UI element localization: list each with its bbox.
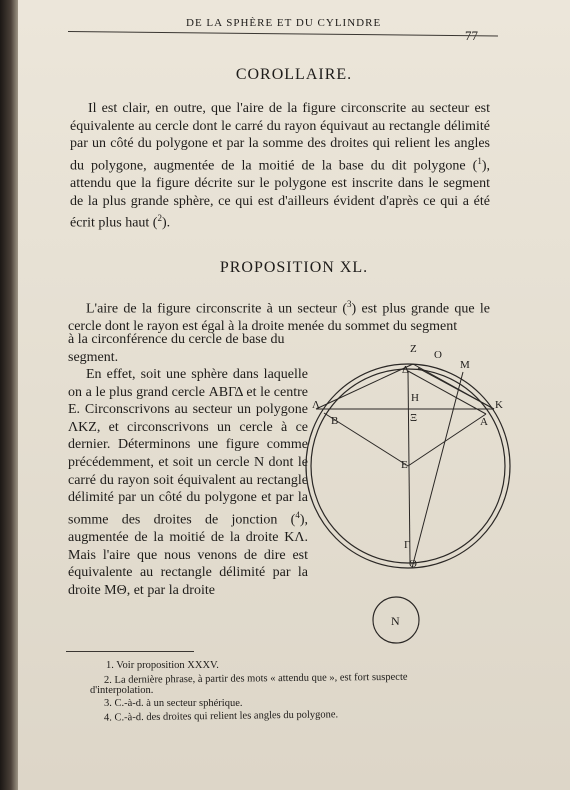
corollary-text-b: ), attendu que la figure décrite sur le polygone est inscrite dans le segment de la plus grande sphère, ce qui est d'ailleurs évident d'après ce qui a été écrit plus haut (	[70, 158, 490, 231]
label-alpha: Α	[480, 416, 488, 428]
proposition-intro	[68, 296, 490, 336]
footnote-3: 3. C.-à-d. à un secteur sphérique.	[104, 697, 243, 709]
page-number: 77	[465, 28, 478, 43]
footnote-2-continued: d'interpolation.	[90, 685, 154, 697]
circle-n-svg	[372, 596, 422, 646]
footnote-2: 2. La dernière phrase, à partir des mots « attendu que », est fort suspecte	[103, 671, 408, 686]
label-kappa: Κ	[495, 399, 503, 411]
label-lambda: Λ	[312, 399, 320, 411]
line-m-theta	[412, 372, 463, 568]
label-theta: Θ	[409, 558, 417, 570]
proposition-intro-b: ) est plus grande que le cercle dont le rayon est égal à la droite menée du sommet du segment	[68, 301, 490, 335]
radius-e-a	[408, 414, 486, 466]
label-xi: Ξ	[410, 412, 418, 424]
label-epsilon: Ε	[401, 459, 408, 471]
diameter-delta-gamma	[408, 371, 410, 562]
page-gutter-shadow	[0, 0, 18, 790]
proposition-title: PROPOSITION XL.	[219, 259, 369, 276]
label-delta: Δ	[402, 364, 410, 376]
book-page	[18, 0, 570, 790]
label-gamma: Γ	[404, 539, 411, 551]
side-lambda-z	[316, 364, 413, 409]
proposition-body	[68, 366, 308, 599]
label-nu: Ν	[391, 614, 400, 628]
chord-o-k	[418, 368, 494, 409]
label-mu: Μ	[460, 359, 470, 371]
label-beta: Β	[331, 415, 339, 427]
footnote-1: 1. Voir proposition XXXV.	[106, 660, 219, 671]
footnote-4: 4. C.-à-d. des droites qui relient les angles du polygone.	[103, 709, 339, 724]
proposition-intro-continued: à la circonférence du cercle de base du segment.	[68, 332, 285, 365]
label-zeta: Ζ	[410, 343, 417, 355]
circle-n-figure	[372, 596, 422, 646]
corollary-title: COROLLAIRE.	[235, 66, 353, 83]
footnote-ref: 3	[347, 299, 352, 309]
header-rule	[68, 31, 498, 37]
footnote-ref: 2	[157, 213, 162, 224]
running-head: DE LA SPHÈRE ET DU CYLINDRE	[186, 17, 382, 29]
footnote-ref: 4	[295, 509, 300, 520]
proposition-intro-a: L'aire de la figure circonscrite à un secteur (	[86, 301, 348, 317]
footnote-ref: 1	[477, 155, 482, 166]
footnotes	[68, 660, 508, 723]
label-eta: Η	[411, 392, 419, 404]
footnote-rule	[66, 651, 194, 652]
figure-svg	[298, 336, 528, 636]
corollary-text-a: Il est clair, en outre, que l'aire de la figure circonscrite au secteur est équivalente au cercle dont le carré du rayon équivaut au rectangle délimité par un côté du polygone et par la somme des droites qui relient les angles du polygone, augmentée de la moitié de la base du dit polygone (	[70, 101, 490, 174]
corollary-text-c: ).	[161, 215, 171, 231]
proposition-body-b: ), augmentée de la moitié de la droite ΚΛ. Mais l'aire que nous venons de dire est équivalente au rectangle délimité par la droite ΜΘ, et par la droite	[68, 512, 308, 598]
proposition-body-a: En effet, soit une sphère dans laquelle on a le plus grand cercle ΑΒΓΔ et le centre Ε. Circonscrivons au secteur un polygone ΛΚΖ, et circonscrivons un cercle à ce dernier. Déterminons une figure comme précédemment, et soit un cercle Ν dont le carré du rayon soit équivalent au rectangle délimité par un côté du polygone et par la somme des droites de jonction (	[68, 367, 308, 528]
corollary-paragraph	[70, 100, 490, 232]
label-omicron: Ο	[434, 349, 442, 361]
geometric-figure	[298, 336, 528, 636]
